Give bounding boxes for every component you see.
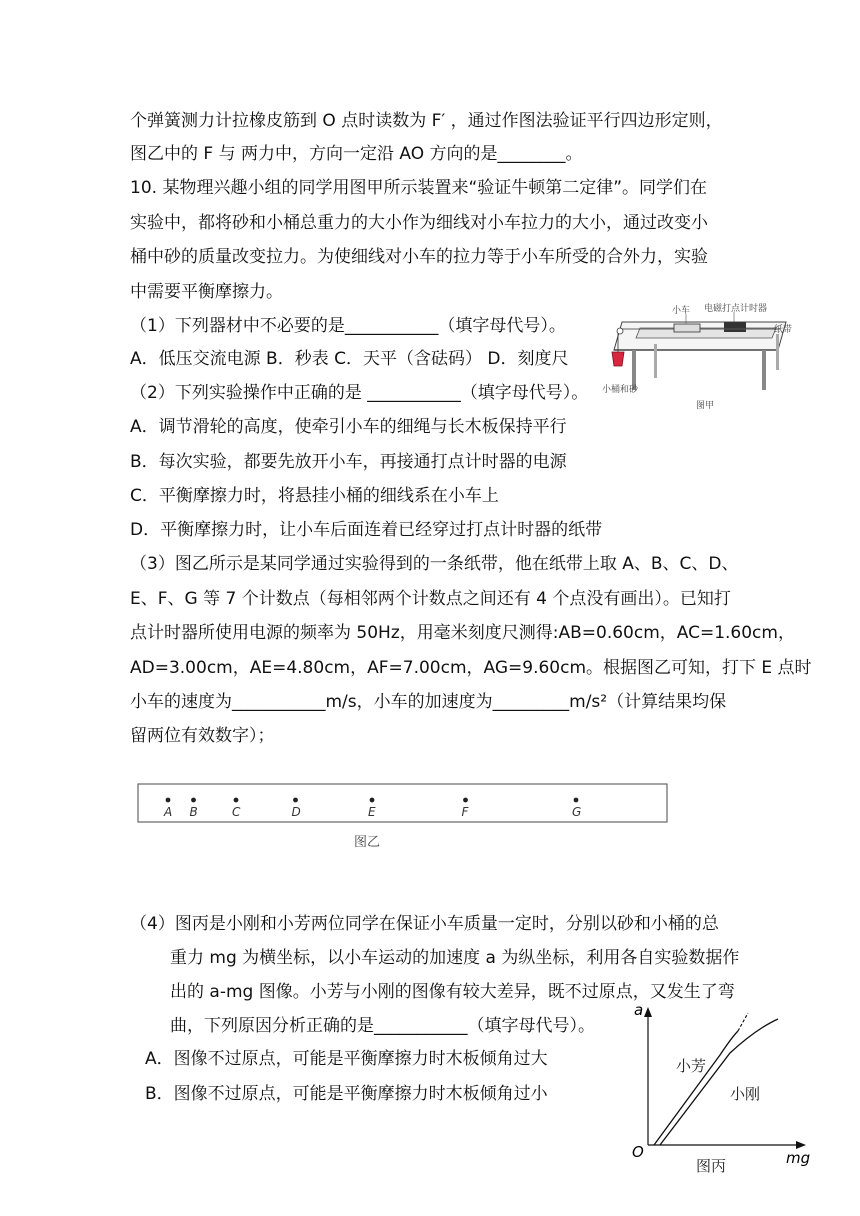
figure-yi-tape [136, 782, 670, 854]
tape-label-e: E [368, 805, 376, 819]
label-tape: 纸带 [774, 325, 793, 335]
text-line-1: 个弹簧测力计拉橡皮筋到 O 点时读数为 F′ ，通过作图法验证平行四边形定则， [130, 111, 723, 131]
label-timer: 电磁打点计时器 [704, 304, 768, 314]
curve-xiaogang [660, 1019, 778, 1145]
caption-bing: 图丙 [696, 1157, 727, 1175]
label-car: 小车 [672, 306, 691, 316]
label-xiaogang: 小刚 [730, 1085, 761, 1103]
caption-jia: 图甲 [696, 401, 715, 411]
tape-dot-a [166, 798, 171, 803]
question-2-option-a: A．调节滑轮的高度，使牵引小车的细绳与长木板保持平行 [130, 417, 567, 437]
x-axis-label: mg [786, 1149, 811, 1167]
figure-bing-graph [620, 995, 820, 1177]
question-10-intro: 10. 某物理兴趣小组的同学用图甲所示装置来“验证牛顿第二定律”。同学们在 [130, 178, 708, 198]
tape-dot-d [293, 798, 298, 803]
question-4-option-a: A．图像不过原点，可能是平衡摩擦力时木板倾角过大 [145, 1049, 548, 1069]
question-4-line-1: （4）图丙是小刚和小芳两位同学在保证小车质量一定时，分别以砂和小桶的总 [130, 914, 719, 934]
tape-label-c: C [232, 805, 241, 819]
origin-label: O [632, 1143, 644, 1161]
curve-xiaofang [654, 1031, 738, 1145]
curve-xiaofang-dashed [738, 1013, 748, 1031]
question-4-line-3: 出的 a-mg 图像。小芳与小刚的图像有较大差异，既不过原点，又发生了弯 [170, 982, 735, 1002]
caption-yi: 图乙 [354, 835, 381, 850]
tape-dot-c [234, 798, 239, 803]
tape-label-a: A [164, 805, 173, 819]
question-2: （2）下列实验操作中正确的是 ___________（填字母代号）。 [130, 383, 589, 403]
question-3-line-5: 小车的速度为___________m/s，小车的加速度为_________m/s²（计算结果均保 [130, 692, 727, 712]
tape-dot-b [191, 798, 196, 803]
tape-label-f: F [461, 805, 469, 819]
y-axis-label: a [634, 1001, 644, 1019]
question-3-line-6: 留两位有效数字）； [130, 726, 275, 746]
tape-label-d: D [291, 805, 301, 819]
tape-dot-g [574, 798, 579, 803]
question-4-line-2: 重力 mg 为横坐标，以小车运动的加速度 a 为纵坐标，利用各自实验数据作 [170, 948, 740, 968]
tape-label-b: B [189, 805, 198, 819]
question-2-option-d: D．平衡摩擦力时，让小车后面连着已经穿过打点计时器的纸带 [130, 520, 603, 540]
text-line-2: 图乙中的 F 与 两力中，方向一定沿 AO 方向的是________。 [130, 144, 583, 164]
label-bucket: 小桶和砂 [602, 385, 639, 395]
question-3-line-4: AD=3.00cm，AE=4.80cm，AF=7.00cm，AG=9.60cm。根据图乙可知，打下 E 点时 [130, 658, 812, 678]
question-4-line-4: 曲，下列原因分析正确的是___________（填字母代号）。 [170, 1016, 595, 1036]
question-1-options: A．低压交流电源 B．秒表 C．天平（含砝码） D．刻度尺 [130, 349, 569, 369]
text-line-4: 实验中，都将砂和小桶总重力的大小作为细线对小车拉力的大小，通过改变小 [130, 213, 708, 233]
tape-label-g: G [572, 805, 582, 819]
tape-dot-e [370, 798, 375, 803]
text-line-6: 中需要平衡摩擦力。 [130, 282, 283, 302]
question-2-option-b: B．每次实验，都要先放开小车，再接通打点计时器的电源 [130, 452, 567, 472]
tape-dot-f [463, 798, 468, 803]
question-3-line-1: （3）图乙所示是某同学通过实验得到的一条纸带，他在纸带上取 A、B、C、D、 [130, 554, 739, 574]
question-3-line-2: E、F、G 等 7 个计数点（每相邻两个计数点之间还有 4 个点没有画出）。已知打 [130, 589, 731, 609]
text-line-5: 桶中砂的质量改变拉力。为使细线对小车的拉力等于小车所受的合外力，实验 [130, 247, 708, 267]
question-1: （1）下列器材中不必要的是___________（填字母代号）。 [130, 316, 566, 336]
label-xiaofang: 小芳 [676, 1057, 707, 1075]
question-4-option-b: B．图像不过原点，可能是平衡摩擦力时木板倾角过小 [145, 1084, 548, 1104]
figure-jia-apparatus [600, 300, 800, 418]
question-3-line-3: 点计时器所使用电源的频率为 50Hz，用毫米刻度尺测得:AB=0.60cm，AC=1.60cm， [130, 623, 795, 643]
question-2-option-c: C．平衡摩擦力时，将悬挂小桶的细线系在小车上 [130, 486, 499, 506]
